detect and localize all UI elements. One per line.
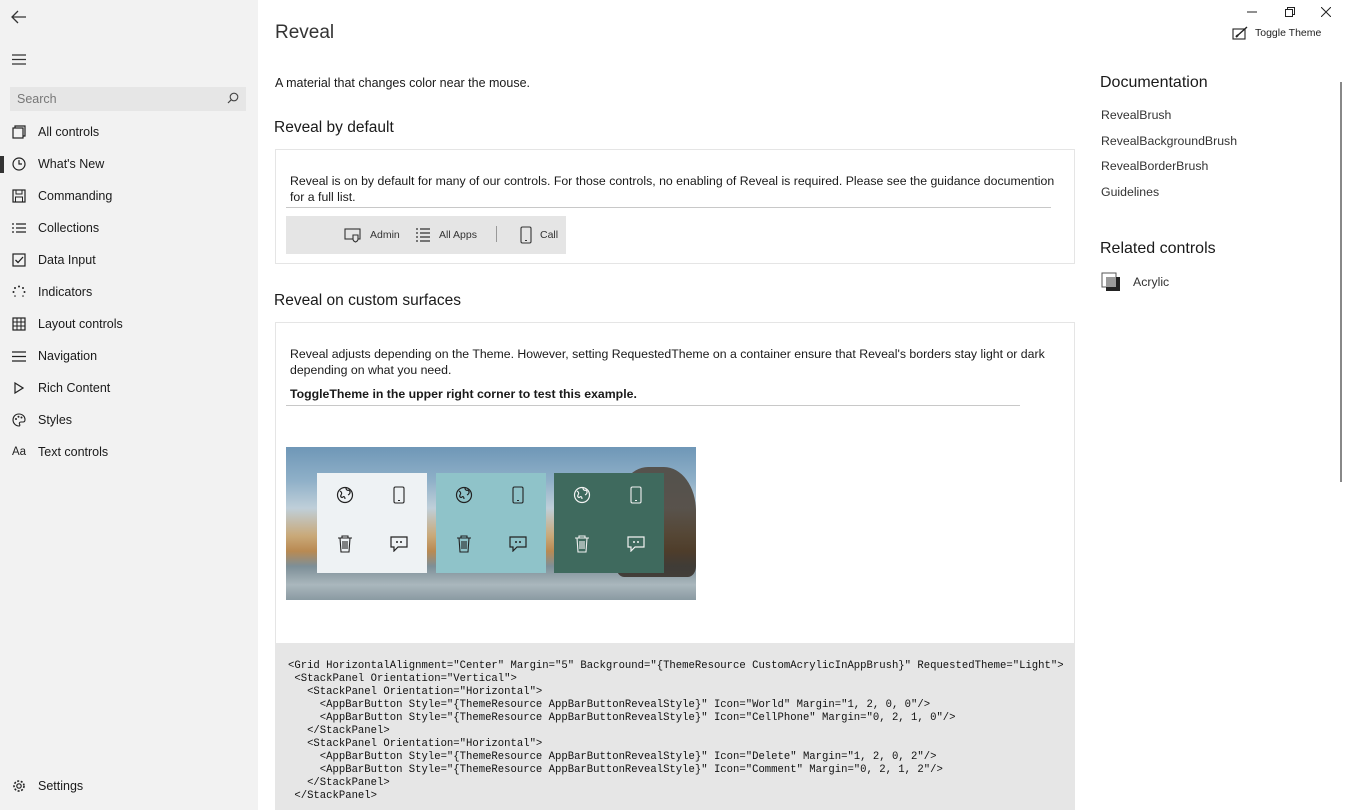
nav-item-settings[interactable] [0, 770, 258, 802]
nav-item-commanding[interactable] [0, 180, 258, 212]
clock-icon [11, 156, 27, 172]
back-button[interactable] [8, 6, 30, 28]
cellphone-button[interactable] [508, 485, 528, 505]
page-subtitle: A material that changes color near the mouse. [275, 76, 531, 90]
delete-button[interactable] [335, 534, 355, 554]
progress-ring-icon [11, 284, 27, 300]
call-button[interactable] [520, 216, 558, 254]
comment-button[interactable] [389, 534, 409, 554]
doc-link-revealbrush[interactable]: RevealBrush [1101, 108, 1172, 122]
reveal-default-description: Reveal is on by default for many of our controls. For those controls, no enabling of Reveal is required. Please see the guidance documention for a full list. [290, 174, 1055, 204]
globe-icon [455, 486, 473, 504]
toggle-theme-icon [1232, 26, 1249, 40]
delete-button[interactable] [572, 534, 592, 554]
delete-icon [337, 535, 353, 553]
toggle-theme-label: Toggle Theme [1255, 27, 1322, 39]
cellphone-button[interactable] [626, 485, 646, 505]
nav-item-label: Commanding [38, 189, 113, 203]
nav-item-styles[interactable] [0, 404, 258, 436]
nav-item-label: What's New [38, 157, 105, 171]
comment-icon [390, 536, 408, 552]
related-controls-heading: Related controls [1100, 240, 1216, 257]
minimize-button[interactable] [1244, 4, 1260, 20]
close-button[interactable] [1318, 4, 1334, 20]
command-bar-separator [496, 226, 497, 242]
settings-label: Settings [38, 779, 84, 793]
nav-item-text-controls[interactable] [0, 436, 258, 468]
nav-item-whats-new[interactable] [0, 148, 258, 180]
search-input[interactable] [10, 87, 217, 111]
palette-icon [11, 412, 27, 428]
admin-label: Admin [370, 229, 400, 241]
hamburger-icon [12, 54, 26, 65]
globe-icon [336, 486, 354, 504]
doc-link-revealborderbrush[interactable]: RevealBorderBrush [1101, 159, 1209, 173]
doc-link-revealbackgroundbrush[interactable]: RevealBackgroundBrush [1101, 134, 1238, 148]
search-box [10, 87, 246, 111]
text-icon: Aa [11, 446, 27, 458]
all-apps-icon [415, 227, 431, 243]
nav-item-collections[interactable] [0, 212, 258, 244]
comment-button[interactable] [626, 534, 646, 554]
nav-item-indicators[interactable] [0, 276, 258, 308]
reveal-panel-light [317, 473, 427, 573]
cellphone-icon [630, 486, 642, 504]
search-icon[interactable] [227, 92, 239, 104]
comment-icon [509, 536, 527, 552]
page-title: Reveal [275, 22, 335, 43]
close-icon [1321, 7, 1331, 17]
background-photo [286, 447, 696, 600]
nav-item-layout-controls[interactable] [0, 308, 258, 340]
nav-item-label: Layout controls [38, 317, 123, 331]
acrylic-icon [1101, 272, 1121, 292]
restore-icon [1285, 7, 1295, 17]
reveal-panel-dark [554, 473, 664, 573]
documentation-heading: Documentation [1100, 74, 1208, 91]
delete-icon [456, 535, 472, 553]
checkbox-icon [11, 252, 27, 268]
save-icon [11, 188, 27, 204]
admin-button[interactable] [344, 216, 400, 254]
globe-icon [573, 486, 591, 504]
nav-item-label: Collections [38, 221, 100, 235]
reveal-custom-description: Reveal adjusts depending on the Theme. However, setting RequestedTheme on a container ensure that Reveal's borders stay light or dark depending on what you need. [290, 347, 1045, 377]
divider [286, 207, 1051, 208]
navigation-pane [0, 0, 258, 810]
nav-item-label: Text controls [38, 445, 109, 459]
all-controls-icon [11, 124, 27, 140]
all-apps-label: All Apps [439, 229, 477, 241]
reveal-panel-acrylic [436, 473, 546, 573]
related-control-acrylic[interactable] [1101, 272, 1169, 292]
comment-button[interactable] [508, 534, 528, 554]
hamburger-button[interactable] [8, 48, 30, 70]
reveal-custom-card [275, 322, 1075, 644]
grid-icon [11, 316, 27, 332]
nav-item-label: Indicators [38, 285, 93, 299]
nav-item-label: Navigation [38, 349, 98, 363]
back-arrow-icon [11, 10, 27, 24]
world-button[interactable] [572, 485, 592, 505]
nav-item-label: Data Input [38, 253, 96, 267]
divider [286, 405, 1020, 406]
section-heading-reveal-custom: Reveal on custom surfaces [274, 292, 461, 309]
delete-button[interactable] [454, 534, 474, 554]
list-icon [11, 220, 27, 236]
acrylic-label: Acrylic [1133, 275, 1170, 289]
hamburger-icon [11, 348, 27, 364]
gear-icon [11, 778, 27, 794]
nav-item-data-input[interactable] [0, 244, 258, 276]
nav-item-label: Styles [38, 413, 73, 427]
command-bar [286, 216, 566, 254]
phone-icon [520, 226, 532, 244]
world-button[interactable] [454, 485, 474, 505]
nav-item-all-controls[interactable] [0, 116, 258, 148]
play-icon [11, 380, 27, 396]
nav-item-label: All controls [38, 125, 100, 139]
call-label: Call [540, 229, 559, 241]
cellphone-icon [393, 486, 405, 504]
nav-item-label: Rich Content [38, 381, 111, 395]
world-button[interactable] [335, 485, 355, 505]
comment-icon [627, 536, 645, 552]
restore-button[interactable] [1282, 4, 1298, 20]
cellphone-icon [512, 486, 524, 504]
reveal-default-card [275, 149, 1075, 264]
nav-list [0, 116, 258, 468]
section-heading-reveal-default: Reveal by default [274, 119, 394, 136]
admin-icon [344, 227, 362, 243]
scrollbar-thumb[interactable] [1340, 82, 1342, 482]
delete-icon [574, 535, 590, 553]
doc-link-guidelines[interactable]: Guidelines [1101, 185, 1160, 199]
nav-item-rich-content[interactable] [0, 372, 258, 404]
toggle-theme-note: ToggleTheme in the upper right corner to test this example. [290, 387, 637, 401]
toggle-theme-button[interactable] [1232, 24, 1321, 42]
xaml-code-sample: <Grid HorizontalAlignment="Center" Margin="5" Background="{ThemeResource CustomAcrylicInAppBrush}" RequestedTheme="Light"> <StackPanel Orientation="Vertical"> <StackPanel Orientation="Horizontal"> <AppBarButton Style="{ThemeResource AppBarButtonRevealStyle}" Icon="World" Margin="1, 2, 0, 0"/> <AppBarButton Style="{ThemeResource AppBarButtonRevealStyle}" Icon="CellPhone" Margin="0, 2, 1, 0"/> </StackPanel> <StackPanel Orientation="Horizontal"> <AppBarButton Style="{ThemeResource AppBarButtonRevealStyle}" Icon="Delete" Margin="1, 2, 0, 2"/> <AppBarButton Style="{ThemeResource AppBarButtonRevealStyle}" Icon="Comment" Margin="0, 2, 1, 2"/> </StackPanel> </StackPanel> [275, 643, 1075, 810]
cellphone-button[interactable] [389, 485, 409, 505]
all-apps-button[interactable] [415, 216, 477, 254]
nav-item-navigation[interactable] [0, 340, 258, 372]
minimize-icon [1247, 7, 1257, 17]
